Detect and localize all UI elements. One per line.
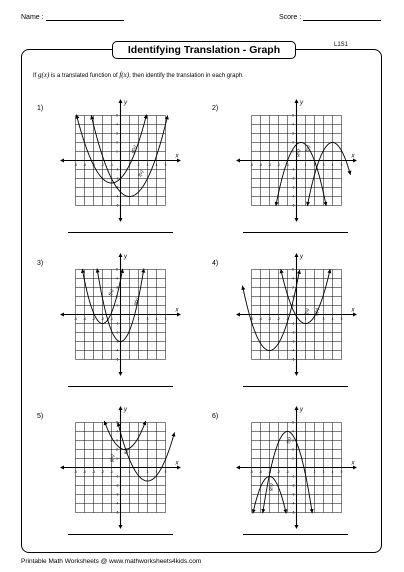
y-tick-label: 4 [116,122,118,127]
y-tick-label: -5 [291,357,295,362]
instr-f: f(x) [119,71,130,79]
x-tick-label: -1 [286,470,289,474]
y-axis-arrow [295,253,299,257]
x-tick-label: 2 [313,317,316,321]
x-axis-label: x [351,460,355,467]
curve-label-f: f(x) [123,447,130,455]
curve-label-g: g(x) [132,296,140,306]
x-tick-label: -1 [286,163,289,167]
y-tick-label: -3 [291,339,295,344]
y-tick-label: -2 [115,483,119,488]
y-tick-label: 2 [292,447,294,452]
x-tick-label: 2 [137,163,140,167]
y-tick-label: -3 [115,339,119,344]
x-tick-label: 5 [164,163,167,167]
problem-label-2: 2) [212,105,219,112]
x-tick-label: 4 [331,470,334,474]
answer-line-5[interactable] [68,534,173,535]
x-tick-label: -3 [268,163,271,167]
y-tick-label: -2 [291,483,295,488]
curve-label-f: f(x) [137,169,145,178]
y-axis-label: y [300,100,303,106]
x-tick-label: 4 [155,163,158,167]
x-tick-label: 2 [137,317,140,321]
y-tick-label: 4 [116,429,118,434]
curve-f-arrow [241,286,245,290]
x-tick-label: 1 [128,163,131,167]
y-axis-arrow [295,406,299,410]
instr-part3: , then identify the translation in each graph. [129,73,244,79]
y-axis-label: y [124,254,127,260]
y-axis-arrow [119,99,123,103]
answer-line-2[interactable] [243,232,348,233]
problem-label-5: 5) [37,413,44,420]
x-tick-label: -4 [259,317,262,321]
score-label: Score : [279,14,302,21]
y-axis-arrow [295,525,299,529]
y-tick-label: 1 [292,149,294,154]
graph-5 [58,405,183,530]
answer-line-3[interactable] [68,386,173,387]
curve-label-g: g(x) [108,453,115,463]
x-tick-label: 1 [304,470,307,474]
x-tick-label: -4 [83,470,86,474]
x-axis-arrow [236,466,240,470]
x-tick-label: -5 [250,163,253,167]
x-tick-label: 1 [304,317,307,321]
curve-g-arrow [283,509,287,513]
y-tick-label: 2 [292,294,294,299]
worksheet-title: Identifying Translation - Graph [112,41,296,59]
curve-g-arrow [96,268,100,272]
y-axis-arrow [119,372,123,376]
y-tick-label: 3 [292,285,294,290]
y-tick-label: 1 [292,303,294,308]
y-tick-label: -2 [291,330,295,335]
x-axis-label: x [351,153,355,160]
y-tick-label: 3 [116,285,118,290]
x-tick-label: -2 [277,317,280,321]
x-tick-label: -5 [250,470,253,474]
x-tick-label: -3 [268,470,271,474]
worksheet-code: L1S1 [333,42,348,48]
x-tick-label: -2 [277,163,280,167]
x-tick-label: 3 [322,317,325,321]
y-tick-label: 1 [116,303,118,308]
curve-label-f: f(x) [285,436,292,444]
y-tick-label: -2 [115,176,119,181]
y-axis-label: y [124,407,127,413]
x-tick-label: 1 [128,317,131,321]
y-tick-label: -1 [115,474,119,479]
x-tick-label: -5 [74,317,77,321]
footer-credit: Printable Math Worksheets @ www.mathworksheets4kids.com [21,558,202,565]
x-axis-label: x [175,460,179,467]
x-tick-label: -1 [110,470,113,474]
curve-label-g: g(x) [129,144,138,154]
x-tick-label: 5 [340,163,343,167]
x-tick-label: -2 [101,317,104,321]
name-line[interactable] [46,12,124,21]
y-tick-label: -4 [115,348,119,353]
y-tick-label: 2 [116,447,118,452]
name-field [21,12,124,21]
y-tick-label: 5 [292,267,294,272]
y-tick-label: -5 [291,203,295,208]
x-tick-label: 5 [164,470,167,474]
x-tick-label: 5 [164,317,167,321]
curve-label-f: f(x) [303,307,310,316]
x-tick-label: -4 [259,163,262,167]
score-field [279,12,381,21]
y-tick-label: 4 [292,276,294,281]
y-tick-label: -1 [115,167,119,172]
x-axis-arrow [236,159,240,163]
x-axis-arrow [60,159,64,163]
y-tick-label: -5 [115,357,119,362]
y-tick-label: -4 [115,194,119,199]
y-axis-label: y [300,407,303,413]
x-axis-arrow [236,313,240,317]
y-tick-label: -4 [115,501,119,506]
graph-6 [234,405,359,530]
score-line[interactable] [303,12,381,21]
y-axis-label: y [124,100,127,106]
curve-g-arrow [75,115,79,119]
answer-line-6[interactable] [243,534,348,535]
graph-1 [58,98,183,223]
x-tick-label: -5 [250,317,253,321]
problem-label-4: 4) [212,260,219,267]
y-tick-label: 2 [116,294,118,299]
y-tick-label: 4 [116,276,118,281]
x-tick-label: 3 [146,470,149,474]
x-axis-label: x [175,153,179,160]
x-axis-arrow [60,313,64,317]
y-tick-label: -5 [291,510,295,515]
curve-label-f: f(x) [304,144,311,153]
x-tick-label: 2 [313,470,316,474]
y-tick-label: 2 [116,140,118,145]
x-tick-label: -3 [92,470,95,474]
name-label: Name : [21,14,44,21]
curve-g-arrow [252,509,256,513]
y-tick-label: -2 [291,176,295,181]
y-tick-label: 3 [292,131,294,136]
x-tick-label: 1 [128,470,131,474]
x-tick-label: -2 [101,163,104,167]
x-tick-label: 4 [331,317,334,321]
curve-g-arrow [141,268,145,272]
curve-label-g: g(x) [294,148,302,158]
y-tick-label: 3 [116,131,118,136]
x-tick-label: -3 [92,317,95,321]
y-tick-label: 1 [116,149,118,154]
y-tick-label: 5 [292,113,294,118]
problem-label-1: 1) [37,105,44,112]
y-tick-label: -1 [291,321,295,326]
x-tick-label: -2 [101,470,104,474]
curve-f-arrow [171,432,175,436]
y-axis-arrow [295,218,299,222]
x-tick-label: -4 [259,470,262,474]
y-tick-label: 3 [292,438,294,443]
curve-label-g: g(x) [313,307,320,316]
curve-label-g: g(x) [267,482,274,492]
graph-4 [234,252,359,377]
x-axis-label: x [175,307,179,314]
x-tick-label: -1 [110,163,113,167]
y-tick-label: 4 [292,429,294,434]
curve-f-arrow [297,270,301,274]
graph-3 [58,252,183,377]
instr-g: g(x) [38,71,50,79]
y-axis-arrow [119,253,123,257]
x-tick-label: 1 [304,163,307,167]
problem-label-3: 3) [37,260,44,267]
x-tick-label: 3 [322,470,325,474]
x-tick-label: 3 [322,163,325,167]
y-tick-label: -1 [115,321,119,326]
y-tick-label: 3 [116,438,118,443]
x-axis-arrow [60,466,64,470]
y-tick-label: -4 [291,194,295,199]
x-tick-label: 4 [155,317,158,321]
x-tick-label: -5 [74,163,77,167]
y-tick-label: -5 [115,203,119,208]
y-tick-label: 5 [116,267,118,272]
x-tick-label: -3 [268,317,271,321]
x-tick-label: 2 [137,470,140,474]
y-axis-arrow [295,99,299,103]
y-tick-label: -3 [115,185,119,190]
y-tick-label: 5 [292,420,294,425]
instr-part1: If [33,73,39,79]
x-axis-label: x [351,307,355,314]
y-tick-label: 1 [116,456,118,461]
y-tick-label: -1 [291,474,295,479]
curve-f [243,267,300,351]
x-tick-label: 5 [340,470,343,474]
y-tick-label: 4 [292,122,294,127]
curve-g-arrow [144,115,148,119]
y-axis-label: y [300,254,303,260]
y-tick-label: -5 [115,510,119,515]
x-tick-label: 4 [331,163,334,167]
x-tick-label: -4 [83,163,86,167]
y-tick-label: -3 [115,492,119,497]
y-tick-label: 1 [292,456,294,461]
y-axis-arrow [295,372,299,376]
problem-label-6: 6) [212,413,219,420]
instructions [33,71,244,79]
x-tick-label: 2 [313,163,316,167]
y-tick-label: -1 [291,167,295,172]
answer-line-1[interactable] [68,232,173,233]
y-tick-label: -4 [291,348,295,353]
y-tick-label: 5 [116,113,118,118]
y-tick-label: -4 [291,501,295,506]
y-tick-label: -2 [115,330,119,335]
x-tick-label: -2 [277,470,280,474]
y-tick-label: -3 [291,492,295,497]
curve-label-f: f(x) [107,288,115,297]
x-tick-label: -1 [110,317,113,321]
y-tick-label: 5 [116,420,118,425]
y-axis-arrow [119,525,123,529]
answer-line-4[interactable] [243,386,348,387]
curve-g [104,421,145,450]
graph-2 [234,98,359,223]
instr-part2: is a translated function of [49,73,120,79]
x-tick-label: -1 [286,317,289,321]
x-tick-label: -4 [83,317,86,321]
y-axis-arrow [119,218,123,222]
x-tick-label: 5 [340,317,343,321]
x-tick-label: -5 [74,470,77,474]
y-tick-label: -3 [291,185,295,190]
x-tick-label: -3 [92,163,95,167]
x-tick-label: 3 [146,317,149,321]
x-tick-label: 3 [146,163,149,167]
y-tick-label: 2 [292,140,294,145]
y-axis-arrow [119,406,123,410]
x-tick-label: 4 [155,470,158,474]
